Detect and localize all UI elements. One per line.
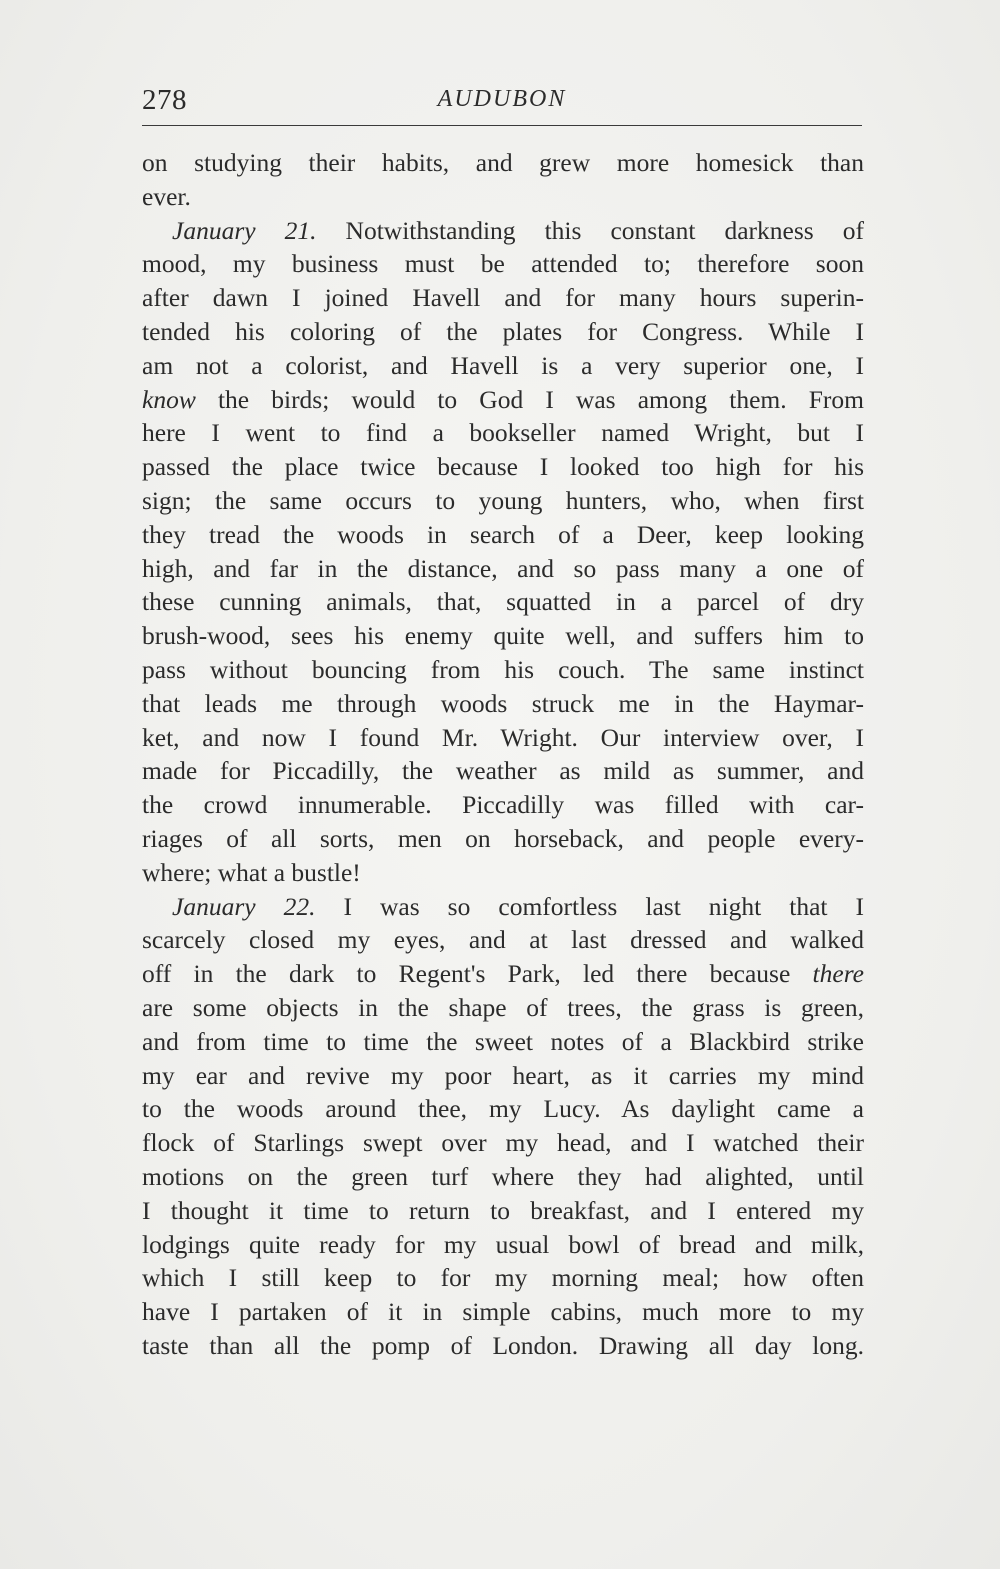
page-number: 278: [142, 84, 187, 116]
text-line: these cunning animals, that, squatted in a parcel of dry: [142, 587, 864, 617]
text-line: they tread the woods in search of a Deer, keep looking: [142, 519, 864, 549]
text-line: tended his coloring of the plates for Congress. While I: [142, 316, 864, 346]
text-line: high, and far in the distance, and so pass many a one of: [142, 553, 864, 583]
text-line: which I still keep to for my morning meal; how often: [142, 1263, 864, 1293]
text-run: off in the dark to Regent's Park, led there because: [142, 959, 813, 989]
page-header: [142, 78, 862, 126]
text-line: have I partaken of it in simple cabins, much more to my: [142, 1297, 864, 1327]
text-line: mood, my business must be attended to; therefore soon: [142, 249, 864, 279]
text-line: are some objects in the shape of trees, the grass is green,: [142, 992, 864, 1022]
text-line: pass without bouncing from his couch. The same instinct: [142, 654, 864, 684]
running-head: AUDUBON: [437, 86, 567, 112]
text-line: riages of all sorts, men on horseback, and people every-: [142, 823, 864, 853]
text-line: ever.: [142, 181, 191, 211]
entry-date: January 22.: [172, 891, 316, 921]
text-line: taste than all the pomp of London. Drawing all day long.: [142, 1330, 864, 1360]
text-line: lodgings quite ready for my usual bowl of bread and milk,: [142, 1229, 864, 1259]
text-run: the birds; would to God I was among them. From: [195, 384, 864, 414]
text-line: here I went to find a bookseller named Wright, but I: [142, 418, 864, 448]
text-line: motions on the green turf where they had alighted, until: [142, 1161, 864, 1191]
emphasis-text: there: [812, 959, 864, 989]
text-line: brush-wood, sees his enemy quite well, and suffers him to: [142, 621, 864, 651]
text-line-entry-start: [142, 890, 864, 924]
text-line: on studying their habits, and grew more homesick than: [142, 148, 864, 177]
text-line: made for Piccadilly, the weather as mild as summer, and: [142, 756, 864, 786]
body-text: [142, 146, 864, 1363]
text-line: the crowd innumerable. Piccadilly was filled with car-: [142, 790, 864, 820]
text-line: I thought it time to return to breakfast, and I entered my: [142, 1195, 864, 1225]
text-line: [142, 957, 864, 991]
text-line: that leads me through woods struck me in the Haymar-: [142, 688, 864, 718]
text-line-entry-start: [142, 214, 864, 248]
header-rule: [142, 125, 862, 126]
text-run: I was so comfortless last night that I: [315, 891, 865, 921]
text-line: where; what a bustle!: [142, 857, 361, 887]
text-line: flock of Starlings swept over my head, and I watched their: [142, 1128, 864, 1158]
text-line: and from time to time the sweet notes of a Blackbird strike: [142, 1026, 864, 1056]
text-line: sign; the same occurs to young hunters, who, when first: [142, 485, 864, 515]
text-line: my ear and revive my poor heart, as it carries my mind: [142, 1060, 864, 1090]
text-line: after dawn I joined Havell and for many hours superin-: [142, 283, 864, 313]
entry-date: January 21.: [172, 215, 317, 245]
text-line: [142, 383, 864, 417]
text-run: Notwithstanding this constant darkness of: [316, 215, 864, 245]
emphasis-text: know: [142, 384, 196, 414]
text-line: ket, and now I found Mr. Wright. Our interview over, I: [142, 722, 864, 752]
text-line: scarcely closed my eyes, and at last dressed and walked: [142, 925, 864, 955]
text-line: passed the place twice because I looked too high for his: [142, 452, 864, 482]
text-line: to the woods around thee, my Lucy. As daylight came a: [142, 1094, 864, 1124]
text-line: am not a colorist, and Havell is a very superior one, I: [142, 350, 864, 380]
